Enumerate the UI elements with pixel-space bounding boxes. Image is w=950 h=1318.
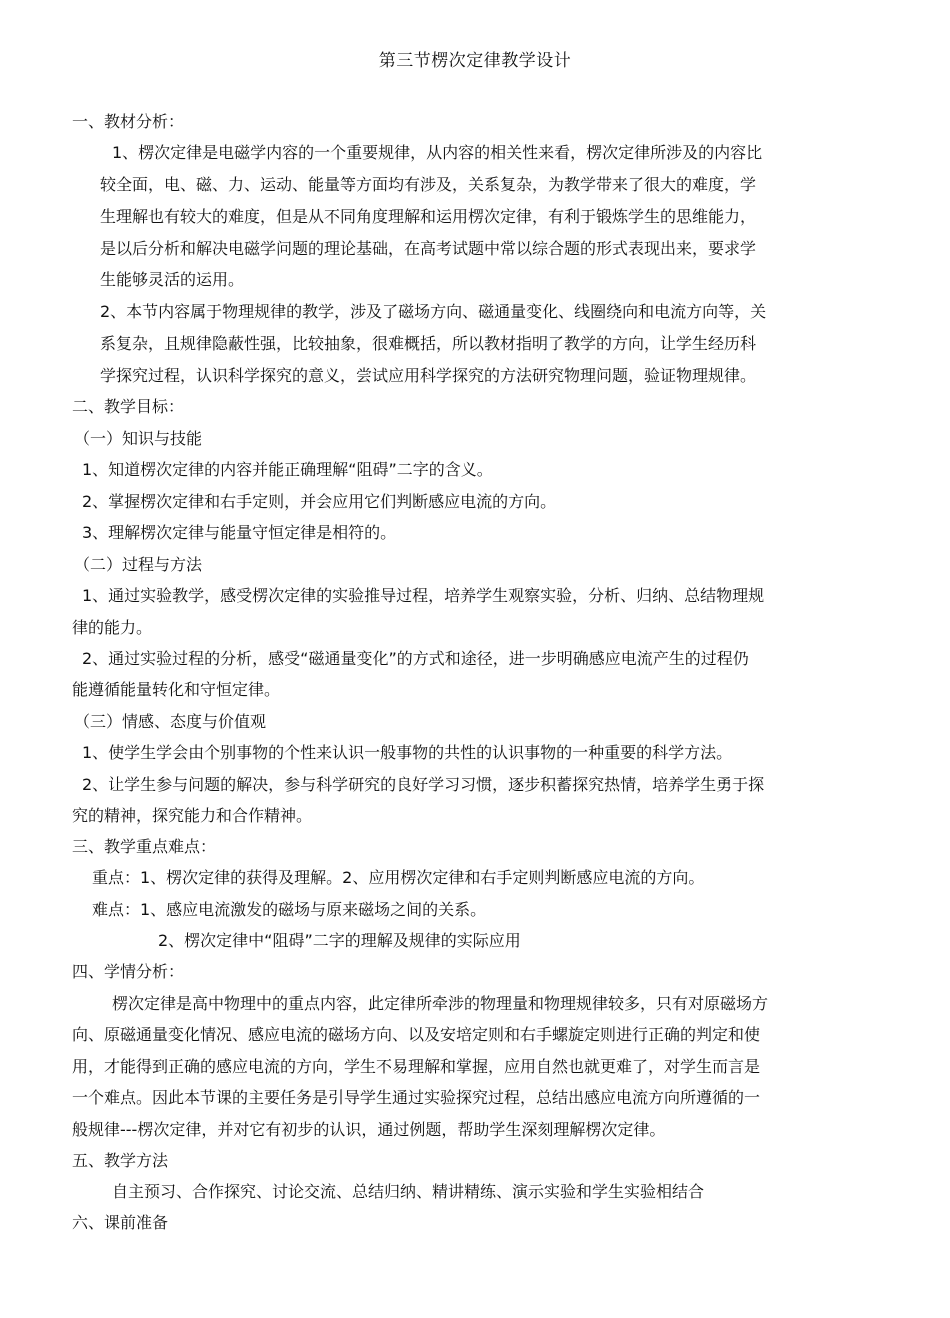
difficult-point: 难点：1、感应电流激发的磁场与原来磁场之间的关系。 bbox=[92, 900, 487, 919]
paragraph-line: 律的能力。 bbox=[72, 618, 153, 637]
paragraph-line: 学探究过程，认识科学探究的意义，尝试应用科学探究的方法研究物理问题，验证物理规律。 bbox=[100, 366, 757, 385]
difficult-point: 2、楞次定律中“阻碍”二字的理解及规律的实际应用 bbox=[158, 931, 521, 950]
paragraph-line: 2、通过实验过程的分析，感受“磁通量变化”的方式和途径，进一步明确感应电流产生的过程仍 bbox=[82, 649, 749, 668]
paragraph-line: 1、楞次定律是电磁学内容的一个重要规律，从内容的相关性来看，楞次定律所涉及的内容比 bbox=[112, 143, 763, 162]
paragraph-line: 能遵循能量转化和守恒定律。 bbox=[72, 680, 281, 699]
paragraph-line: 般规律---楞次定律，并对它有初步的认识，通过例题，帮助学生深刻理解楞次定律。 bbox=[72, 1120, 666, 1139]
section-heading-1: 一、教材分析： bbox=[72, 112, 185, 131]
subsection-heading: （二）过程与方法 bbox=[74, 555, 203, 574]
paragraph-line: 生能够灵活的运用。 bbox=[100, 270, 245, 289]
paragraph-line: 2、让学生参与问题的解决，参与科学研究的良好学习习惯，逐步积蓄探究热情，培养学生勇于探 bbox=[82, 775, 765, 794]
paragraph-line: 究的精神，探究能力和合作精神。 bbox=[72, 806, 313, 825]
list-item: 1、使学生学会由个别事物的个性来认识一般事物的共性的认识事物的一种重要的科学方法。 bbox=[82, 743, 733, 762]
list-item: 2、掌握楞次定律和右手定则，并会应用它们判断感应电流的方向。 bbox=[82, 492, 557, 511]
document-title: 第三节楞次定律教学设计 bbox=[378, 51, 572, 71]
subsection-heading: （三）情感、态度与价值观 bbox=[74, 712, 267, 731]
section-heading-4: 四、学情分析： bbox=[72, 962, 185, 981]
key-point: 重点：1、楞次定律的获得及理解。2、应用楞次定律和右手定则判断感应电流的方向。 bbox=[92, 868, 705, 887]
list-item: 3、理解楞次定律与能量守恒定律是相符的。 bbox=[82, 523, 397, 542]
paragraph-line: 系复杂，且规律隐蔽性强，比较抽象，很难概括，所以教材指明了教学的方向，让学生经历科 bbox=[100, 334, 757, 353]
list-item: 1、知道楞次定律的内容并能正确理解“阻碍”二字的含义。 bbox=[82, 460, 493, 479]
section-heading-3: 三、教学重点难点： bbox=[72, 837, 217, 856]
subsection-heading: （一）知识与技能 bbox=[74, 429, 203, 448]
section-heading-6: 六、课前准备 bbox=[72, 1213, 169, 1232]
paragraph-line: 1、通过实验教学，感受楞次定律的实验推导过程，培养学生观察实验，分析、归纳、总结物理规 bbox=[82, 586, 765, 605]
paragraph-line: 楞次定律是高中物理中的重点内容，此定律所牵涉的物理量和物理规律较多，只有对原磁场方 bbox=[112, 994, 769, 1013]
section-heading-2: 二、教学目标： bbox=[72, 397, 185, 416]
paragraph-line: 自主预习、合作探究、讨论交流、总结归纳、精讲精练、演示实验和学生实验相结合 bbox=[112, 1182, 705, 1201]
paragraph-line: 2、本节内容属于物理规律的教学，涉及了磁场方向、磁通量变化、线圈绕向和电流方向等，关 bbox=[100, 302, 767, 321]
paragraph-line: 生理解也有较大的难度，但是从不同角度理解和运用楞次定律，有利于锻炼学生的思维能力， bbox=[100, 207, 757, 226]
paragraph-line: 是以后分析和解决电磁学问题的理论基础，在高考试题中常以综合题的形式表现出来，要求学 bbox=[100, 239, 757, 258]
paragraph-line: 较全面，电、磁、力、运动、能量等方面均有涉及，关系复杂，为教学带来了很大的难度，学 bbox=[100, 175, 757, 194]
section-heading-5: 五、教学方法 bbox=[72, 1151, 169, 1170]
paragraph-line: 用，才能得到正确的感应电流的方向，学生不易理解和掌握，应用自然也就更难了，对学生而言是 bbox=[72, 1057, 761, 1076]
paragraph-line: 一个难点。因此本节课的主要任务是引导学生通过实验探究过程，总结出感应电流方向所遵循的一 bbox=[72, 1088, 761, 1107]
paragraph-line: 向、原磁通量变化情况、感应电流的磁场方向、以及安培定则和右手螺旋定则进行正确的判定和使 bbox=[72, 1025, 761, 1044]
